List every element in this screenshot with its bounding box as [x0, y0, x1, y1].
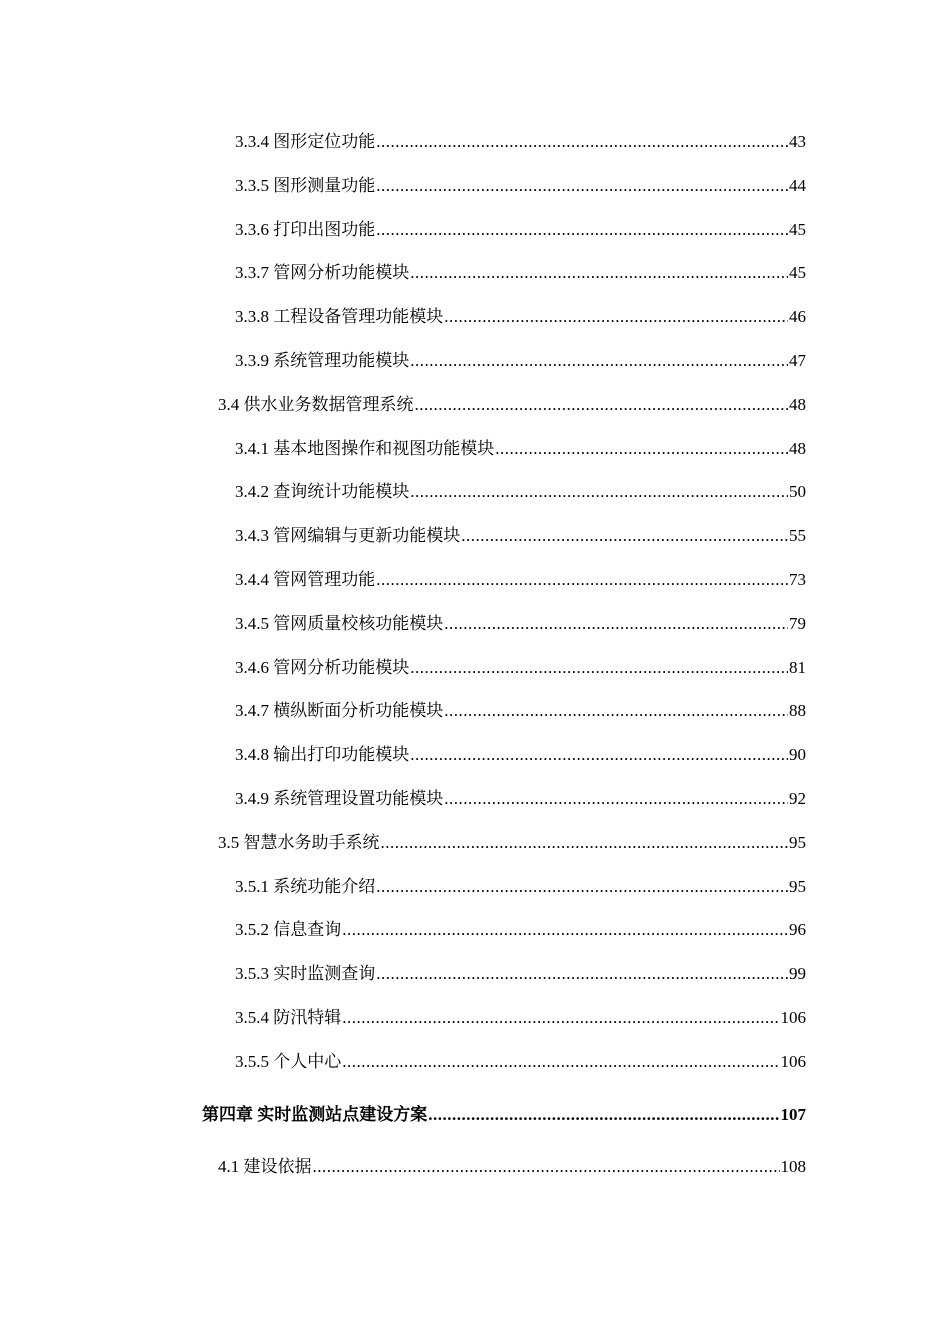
toc-entry-title: 3.3.9 系统管理功能模块	[235, 350, 410, 370]
toc-entry-page: 107	[780, 1104, 806, 1124]
toc-entry-page: 48	[789, 394, 806, 414]
toc-entry-page: 46	[789, 307, 806, 327]
toc-entry-title: 3.5.3 实时监测查询	[235, 964, 376, 984]
toc-entry[interactable]	[0, 821, 950, 865]
toc-dot-leader	[410, 470, 788, 514]
toc-entry-page: 45	[789, 219, 806, 239]
toc-entry[interactable]	[0, 164, 950, 208]
toc-dot-leader	[410, 339, 788, 383]
toc-entry[interactable]	[0, 908, 950, 952]
toc-entry-page: 55	[789, 526, 806, 546]
toc-dot-leader	[428, 1088, 779, 1141]
toc-dot-leader	[342, 908, 788, 952]
toc-dot-leader	[376, 120, 788, 164]
toc-dot-leader	[461, 514, 788, 558]
toc-dot-leader	[342, 1040, 779, 1084]
toc-entry-page: 99	[789, 964, 806, 984]
toc-entry[interactable]	[0, 1040, 950, 1084]
toc-dot-leader	[376, 208, 788, 252]
toc-entry-title: 3.4.4 管网管理功能	[235, 569, 376, 589]
toc-entry[interactable]	[0, 339, 950, 383]
toc-dot-leader	[495, 427, 788, 471]
toc-entry-page: 73	[789, 569, 806, 589]
toc-entry-title: 3.5.5 个人中心	[235, 1051, 342, 1071]
toc-entry-title: 3.4.9 系统管理设置功能模块	[235, 788, 444, 808]
toc-dot-leader	[410, 646, 788, 690]
toc-entry-page: 45	[789, 263, 806, 283]
toc-entry-page: 96	[789, 920, 806, 940]
toc-entry-title: 3.4 供水业务数据管理系统	[218, 394, 414, 414]
toc-entry-title: 3.4.6 管网分析功能模块	[235, 657, 410, 677]
toc-chapter-entry[interactable]	[0, 1088, 950, 1141]
toc-entry[interactable]	[0, 514, 950, 558]
toc-entry-page: 79	[789, 613, 806, 633]
toc-entry-title: 3.5 智慧水务助手系统	[218, 832, 380, 852]
toc-dot-leader	[381, 821, 789, 865]
toc-entry-title: 第四章 实时监测站点建设方案	[202, 1104, 428, 1124]
toc-entry-title: 3.4.2 查询统计功能模块	[235, 482, 410, 502]
toc-dot-leader	[410, 733, 788, 777]
toc-dot-leader	[342, 996, 779, 1040]
toc-entry-title: 4.1 建设依据	[218, 1156, 312, 1176]
toc-entry[interactable]	[0, 646, 950, 690]
toc-entry-page: 106	[780, 1007, 806, 1027]
toc-dot-leader	[415, 383, 789, 427]
toc-entry[interactable]	[0, 295, 950, 339]
table-of-contents	[0, 120, 950, 1188]
toc-entry[interactable]	[0, 558, 950, 602]
toc-entry[interactable]	[0, 251, 950, 295]
toc-entry-page: 81	[789, 657, 806, 677]
toc-entry[interactable]	[0, 208, 950, 252]
toc-dot-leader	[410, 251, 788, 295]
toc-entry-page: 108	[780, 1156, 806, 1176]
toc-entry-page: 48	[789, 438, 806, 458]
toc-entry-title: 3.3.7 管网分析功能模块	[235, 263, 410, 283]
toc-entry[interactable]	[0, 470, 950, 514]
toc-entry[interactable]	[0, 996, 950, 1040]
toc-entry-title: 3.4.7 横纵断面分析功能模块	[235, 701, 444, 721]
toc-entry-title: 3.3.5 图形测量功能	[235, 175, 376, 195]
toc-dot-leader	[444, 602, 788, 646]
toc-entry-title: 3.5.1 系统功能介绍	[235, 876, 376, 896]
toc-entry-page: 88	[789, 701, 806, 721]
toc-entry[interactable]	[0, 120, 950, 164]
toc-entry[interactable]	[0, 689, 950, 733]
toc-entry-page: 43	[789, 132, 806, 151]
toc-entry[interactable]	[0, 427, 950, 471]
toc-entry-title: 3.4.8 输出打印功能模块	[235, 745, 410, 765]
toc-entry[interactable]	[0, 1145, 950, 1189]
toc-dot-leader	[376, 558, 788, 602]
toc-entry-page: 47	[789, 350, 806, 370]
toc-dot-leader	[376, 865, 788, 909]
toc-entry-title: 3.4.5 管网质量校核功能模块	[235, 613, 444, 633]
toc-entry-page: 92	[789, 788, 806, 808]
toc-entry-title: 3.4.3 管网编辑与更新功能模块	[235, 526, 461, 546]
toc-entry[interactable]	[0, 602, 950, 646]
toc-entry-title: 3.3.6 打印出图功能	[235, 219, 376, 239]
toc-entry[interactable]	[0, 777, 950, 821]
toc-entry-page: 95	[789, 832, 806, 852]
toc-entry[interactable]	[0, 952, 950, 996]
toc-entry[interactable]	[0, 733, 950, 777]
toc-dot-leader	[444, 777, 788, 821]
toc-entry-title: 3.4.1 基本地图操作和视图功能模块	[235, 438, 495, 458]
toc-dot-leader	[313, 1145, 780, 1189]
toc-entry-page: 90	[789, 745, 806, 765]
toc-entry-page: 44	[789, 175, 806, 195]
toc-entry[interactable]	[0, 865, 950, 909]
toc-entry-page: 50	[789, 482, 806, 502]
toc-entry-title: 3.5.4 防汛特辑	[235, 1007, 342, 1027]
toc-entry-page: 95	[789, 876, 806, 896]
toc-entry-title: 3.3.4 图形定位功能	[235, 132, 376, 151]
toc-entry-title: 3.5.2 信息查询	[235, 920, 342, 940]
toc-entry-title: 3.3.8 工程设备管理功能模块	[235, 307, 444, 327]
toc-entry[interactable]	[0, 383, 950, 427]
toc-dot-leader	[444, 689, 788, 733]
toc-dot-leader	[376, 952, 788, 996]
toc-entry-page: 106	[780, 1051, 806, 1071]
toc-dot-leader	[444, 295, 788, 339]
toc-dot-leader	[376, 164, 788, 208]
